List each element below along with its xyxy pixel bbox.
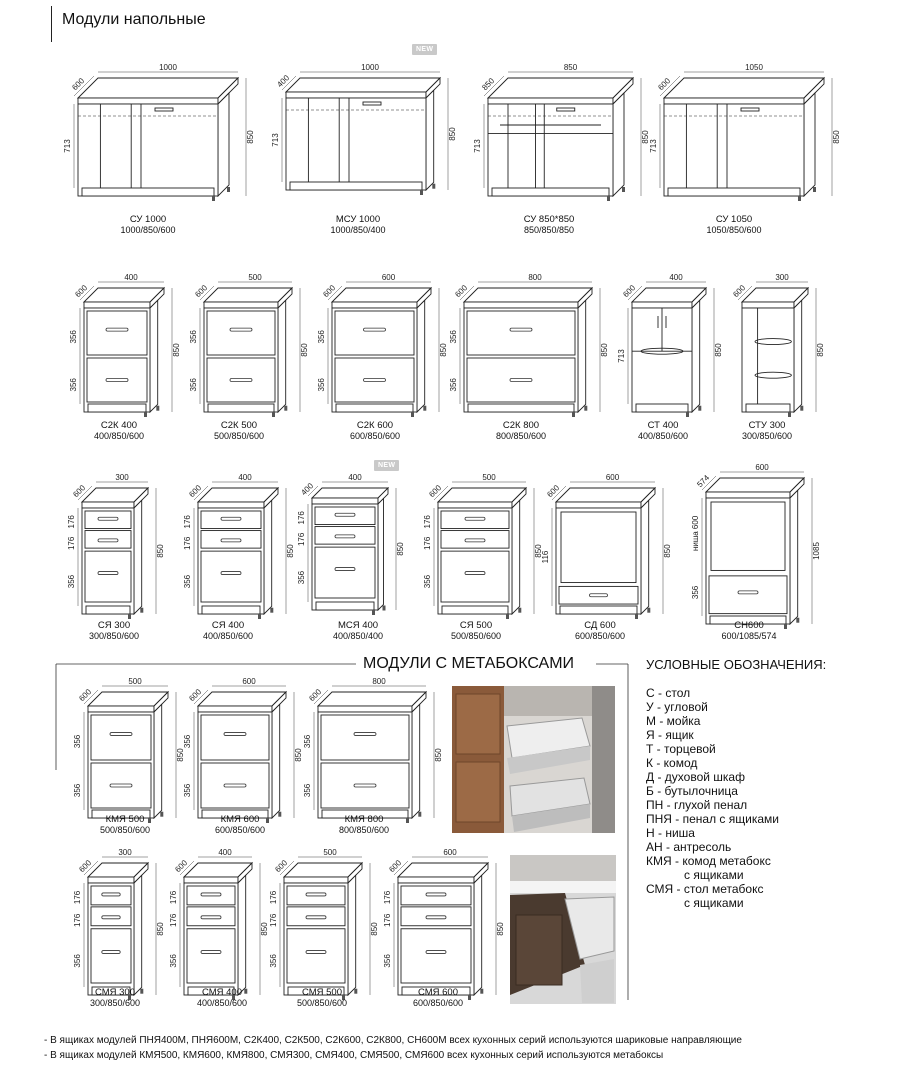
dimension-label: 356 xyxy=(189,378,198,392)
width-label: 400 xyxy=(124,273,138,282)
width-label: 500 xyxy=(248,273,262,282)
dimension-label: 356 xyxy=(297,570,306,585)
width-label: 1050 xyxy=(745,63,763,72)
height-label: 850 xyxy=(663,544,672,558)
module-dimensions: 600/850/600 xyxy=(412,998,464,1008)
legend-item: ПНЯ - пенал с ящиками xyxy=(646,812,779,826)
dimension-label: 356 xyxy=(169,954,178,968)
legend-item: Д - духовой шкаф xyxy=(646,770,745,784)
dimension-label: 176 xyxy=(383,913,392,927)
module-dimensions: 300/850/600 xyxy=(741,431,793,441)
module-dimensions: 800/850/600 xyxy=(495,431,547,441)
dimension-label: 356 xyxy=(303,734,312,749)
dimension-label: 356 xyxy=(69,378,78,392)
height-label: 850 xyxy=(600,343,609,357)
dimension-label: 713 xyxy=(617,349,626,363)
height-label: 850 xyxy=(434,748,443,762)
dimension-label: 356 xyxy=(73,783,82,798)
height-label: 850 xyxy=(816,343,825,357)
module-name: СУ 1000 xyxy=(129,214,167,225)
module-name: СУ 850*850 xyxy=(523,214,575,225)
dimension-label: 356 xyxy=(183,574,192,589)
depth-label: 600 xyxy=(70,76,87,93)
dimension-label: 176 xyxy=(67,536,76,551)
legend-item: КМЯ - комод метабокс xyxy=(646,854,771,868)
height-label: 850 xyxy=(300,343,309,357)
height-label: 850 xyxy=(260,922,269,936)
depth-label: 400 xyxy=(299,481,316,498)
height-label: 850 xyxy=(496,922,505,936)
depth-label: 600 xyxy=(387,858,404,875)
module-dimensions: 600/850/600 xyxy=(574,631,626,641)
dimension-label: 356 xyxy=(691,585,700,600)
width-label: 400 xyxy=(669,273,683,282)
dimension-label: 356 xyxy=(69,330,78,344)
height-label: 850 xyxy=(294,748,303,762)
height-label: 850 xyxy=(176,748,185,762)
module-dimensions: 600/850/600 xyxy=(349,431,401,441)
dimension-label: 176 xyxy=(269,913,278,927)
module-name: С2К 500 xyxy=(220,420,258,431)
depth-label: 574 xyxy=(695,473,712,490)
dimension-label: 356 xyxy=(423,574,432,589)
new-badge: NEW xyxy=(374,460,399,471)
module-dimensions: 400/850/600 xyxy=(637,431,689,441)
legend-item: У - угловой xyxy=(646,700,708,714)
dimension-label: 356 xyxy=(67,574,76,589)
footnote-2: - В ящиках модулей КМЯ500, КМЯ600, КМЯ800, СМЯ300, СМЯ400, СМЯ500, СМЯ600 всех кухонных серий используются метабоксы xyxy=(44,1050,664,1061)
drawer-photo-illustration xyxy=(510,855,616,1004)
dimension-label: 713 xyxy=(473,139,482,153)
dimension-label: 176 xyxy=(269,890,278,905)
dimension-label: 176 xyxy=(73,913,82,927)
height-label: 850 xyxy=(534,544,543,558)
module-name: СУ 1050 xyxy=(715,214,753,225)
module-name: СТ 400 xyxy=(647,420,679,431)
module-dimensions: 500/850/600 xyxy=(450,631,502,641)
module-name: СЯ 500 xyxy=(459,620,493,631)
module-dimensions: 1000/850/600 xyxy=(120,225,176,235)
module-name: СМЯ 500 xyxy=(301,987,343,998)
legend-item: ПН - глухой пенал xyxy=(646,798,748,812)
width-label: 500 xyxy=(323,848,337,857)
depth-label: 600 xyxy=(71,483,88,500)
depth-label: 600 xyxy=(187,687,204,704)
height-label: 850 xyxy=(832,130,841,144)
width-label: 800 xyxy=(372,677,386,686)
depth-label: 600 xyxy=(273,858,290,875)
height-label: 850 xyxy=(396,542,405,556)
dimension-label: 356 xyxy=(317,378,326,392)
depth-label: 600 xyxy=(73,283,90,300)
width-label: 400 xyxy=(238,473,252,482)
module-dimensions: 400/850/600 xyxy=(196,998,248,1008)
depth-label: 600 xyxy=(77,687,94,704)
depth-label: 600 xyxy=(427,483,444,500)
module-name: С2К 400 xyxy=(100,420,138,431)
dimension-label: 176 xyxy=(423,536,432,551)
dimension-label: 176 xyxy=(169,890,178,905)
dimension-label: 176 xyxy=(383,890,392,905)
depth-label: 600 xyxy=(453,283,470,300)
width-label: 850 xyxy=(563,63,578,72)
height-label: 850 xyxy=(714,343,723,357)
legend-item: АН - антресоль xyxy=(646,840,732,854)
module-dimensions: 850/850/850 xyxy=(523,225,575,235)
depth-label: 850 xyxy=(480,76,497,93)
legend-item: Н - ниша xyxy=(646,826,695,840)
width-label: 300 xyxy=(118,848,132,857)
module-dimensions: 600/850/600 xyxy=(214,825,266,835)
height-label: 850 xyxy=(172,343,181,357)
module-name: МСУ 1000 xyxy=(335,214,381,225)
dimension-label: 116 xyxy=(541,550,550,564)
drawer-photo-illustration xyxy=(452,686,615,833)
module-dimensions: 500/850/600 xyxy=(99,825,151,835)
depth-label: 600 xyxy=(621,283,638,300)
width-label: 600 xyxy=(755,463,769,472)
depth-label: 400 xyxy=(275,73,292,90)
depth-label: 600 xyxy=(307,687,324,704)
dimension-label: 176 xyxy=(183,536,192,551)
new-badge: NEW xyxy=(412,44,437,55)
meta-section-title: МОДУЛИ С МЕТАБОКСАМИ xyxy=(363,655,575,672)
dimension-label: 176 xyxy=(73,890,82,905)
module-name: СД 600 xyxy=(584,620,616,631)
height-label: 850 xyxy=(156,922,165,936)
module-name: КМЯ 500 xyxy=(105,814,145,825)
dimension-label: 356 xyxy=(73,954,82,968)
dimension-label: 176 xyxy=(423,515,432,529)
height-label: 850 xyxy=(246,130,255,144)
module-name: СМЯ 600 xyxy=(417,987,459,998)
depth-label: 600 xyxy=(545,483,562,500)
dimension-label: 356 xyxy=(317,330,326,344)
depth-label: 600 xyxy=(656,76,673,93)
module-name: КМЯ 800 xyxy=(344,814,384,825)
height-label: 850 xyxy=(439,343,448,357)
dimension-label: 176 xyxy=(183,515,192,529)
legend-item: Б - бутылочница xyxy=(646,784,738,798)
dimension-label: 176 xyxy=(297,511,306,525)
width-label: 400 xyxy=(348,473,362,482)
module-name: С2К 600 xyxy=(356,420,394,431)
width-label: 600 xyxy=(605,473,620,482)
width-label: 1000 xyxy=(361,63,379,72)
dimension-label: 356 xyxy=(183,734,192,749)
module-dimensions: 600/1085/574 xyxy=(721,631,777,641)
dimension-label: 356 xyxy=(383,954,392,968)
width-label: 300 xyxy=(115,473,129,482)
legend-item: СМЯ - стол метабокс xyxy=(646,882,764,896)
dimension-label: 356 xyxy=(73,734,82,749)
module-dimensions: 300/850/600 xyxy=(89,998,141,1008)
dimension-label: 356 xyxy=(449,330,458,344)
width-label: 500 xyxy=(128,677,142,686)
footnote-1: - В ящиках модулей ПНЯ400М, ПНЯ600М, С2К400, С2К500, С2К600, С2К800, СН600М всех кухонных серий используются шариковые направляющие xyxy=(44,1035,742,1046)
module-dimensions: 400/850/600 xyxy=(202,631,254,641)
module-name: СН600 xyxy=(734,620,764,631)
depth-label: 600 xyxy=(321,283,338,300)
depth-label: 600 xyxy=(187,483,204,500)
height-label: 850 xyxy=(286,544,295,558)
legend-item: М - мойка xyxy=(646,714,701,728)
module-dimensions: 800/850/600 xyxy=(338,825,390,835)
depth-label: 600 xyxy=(193,283,210,300)
module-dimensions: 400/850/400 xyxy=(332,631,384,641)
legend-item: С - стол xyxy=(646,686,691,700)
width-label: 800 xyxy=(528,273,542,282)
dimension-label: 356 xyxy=(449,378,458,392)
page-title: Модули напольные xyxy=(62,11,206,28)
dimension-label: 356 xyxy=(183,783,192,798)
legend-item: Я - ящик xyxy=(646,728,694,742)
module-dimensions: 500/850/600 xyxy=(296,998,348,1008)
module-dimensions: 1050/850/600 xyxy=(706,225,762,235)
module-name: СЯ 300 xyxy=(97,620,131,631)
width-label: 500 xyxy=(482,473,496,482)
height-label: 850 xyxy=(641,130,650,144)
width-label: 1000 xyxy=(159,63,177,72)
legend-title: УСЛОВНЫЕ ОБОЗНАЧЕНИЯ: xyxy=(646,657,827,672)
module-name: КМЯ 600 xyxy=(220,814,260,825)
dimension-label: 356 xyxy=(269,954,278,968)
width-label: 600 xyxy=(242,677,256,686)
height-label: 1085 xyxy=(812,542,821,560)
width-label: 400 xyxy=(218,848,232,857)
width-label: 600 xyxy=(381,273,396,282)
height-label: 850 xyxy=(370,922,379,936)
height-label: 850 xyxy=(156,544,165,558)
module-name: С2К 800 xyxy=(502,420,540,431)
dimension-label: 176 xyxy=(67,515,76,529)
depth-label: 600 xyxy=(731,283,748,300)
legend-item: Т - торцевой xyxy=(646,742,716,756)
dimension-label: 713 xyxy=(63,139,72,153)
dimension-label: 713 xyxy=(649,139,658,153)
depth-label: 600 xyxy=(173,858,190,875)
module-dimensions: 1000/850/400 xyxy=(330,225,386,235)
module-dimensions: 500/850/600 xyxy=(213,431,265,441)
dimension-label: 713 xyxy=(271,133,280,147)
module-name: СМЯ 400 xyxy=(201,987,243,998)
metabox-photo-1 xyxy=(452,686,615,833)
dimension-label: 356 xyxy=(303,783,312,798)
depth-label: 600 xyxy=(77,858,94,875)
module-name: МСЯ 400 xyxy=(337,620,379,631)
metabox-photo-2 xyxy=(510,855,616,1004)
width-label: 600 xyxy=(443,848,457,857)
module-dimensions: 400/850/600 xyxy=(93,431,145,441)
legend-item: К - комод xyxy=(646,756,698,770)
module-name: СЯ 400 xyxy=(211,620,245,631)
dimension-label: 176 xyxy=(169,913,178,927)
legend-item: с ящиками xyxy=(684,868,744,882)
dimension-label: ниша 600 xyxy=(691,515,700,552)
module-dimensions: 300/850/600 xyxy=(88,631,140,641)
width-label: 300 xyxy=(775,273,789,282)
dimension-label: 356 xyxy=(189,330,198,344)
legend-item: с ящиками xyxy=(684,896,744,910)
module-name: СМЯ 300 xyxy=(94,987,136,998)
dimension-label: 176 xyxy=(297,532,306,547)
module-name: СТУ 300 xyxy=(748,420,786,431)
height-label: 850 xyxy=(448,127,457,141)
